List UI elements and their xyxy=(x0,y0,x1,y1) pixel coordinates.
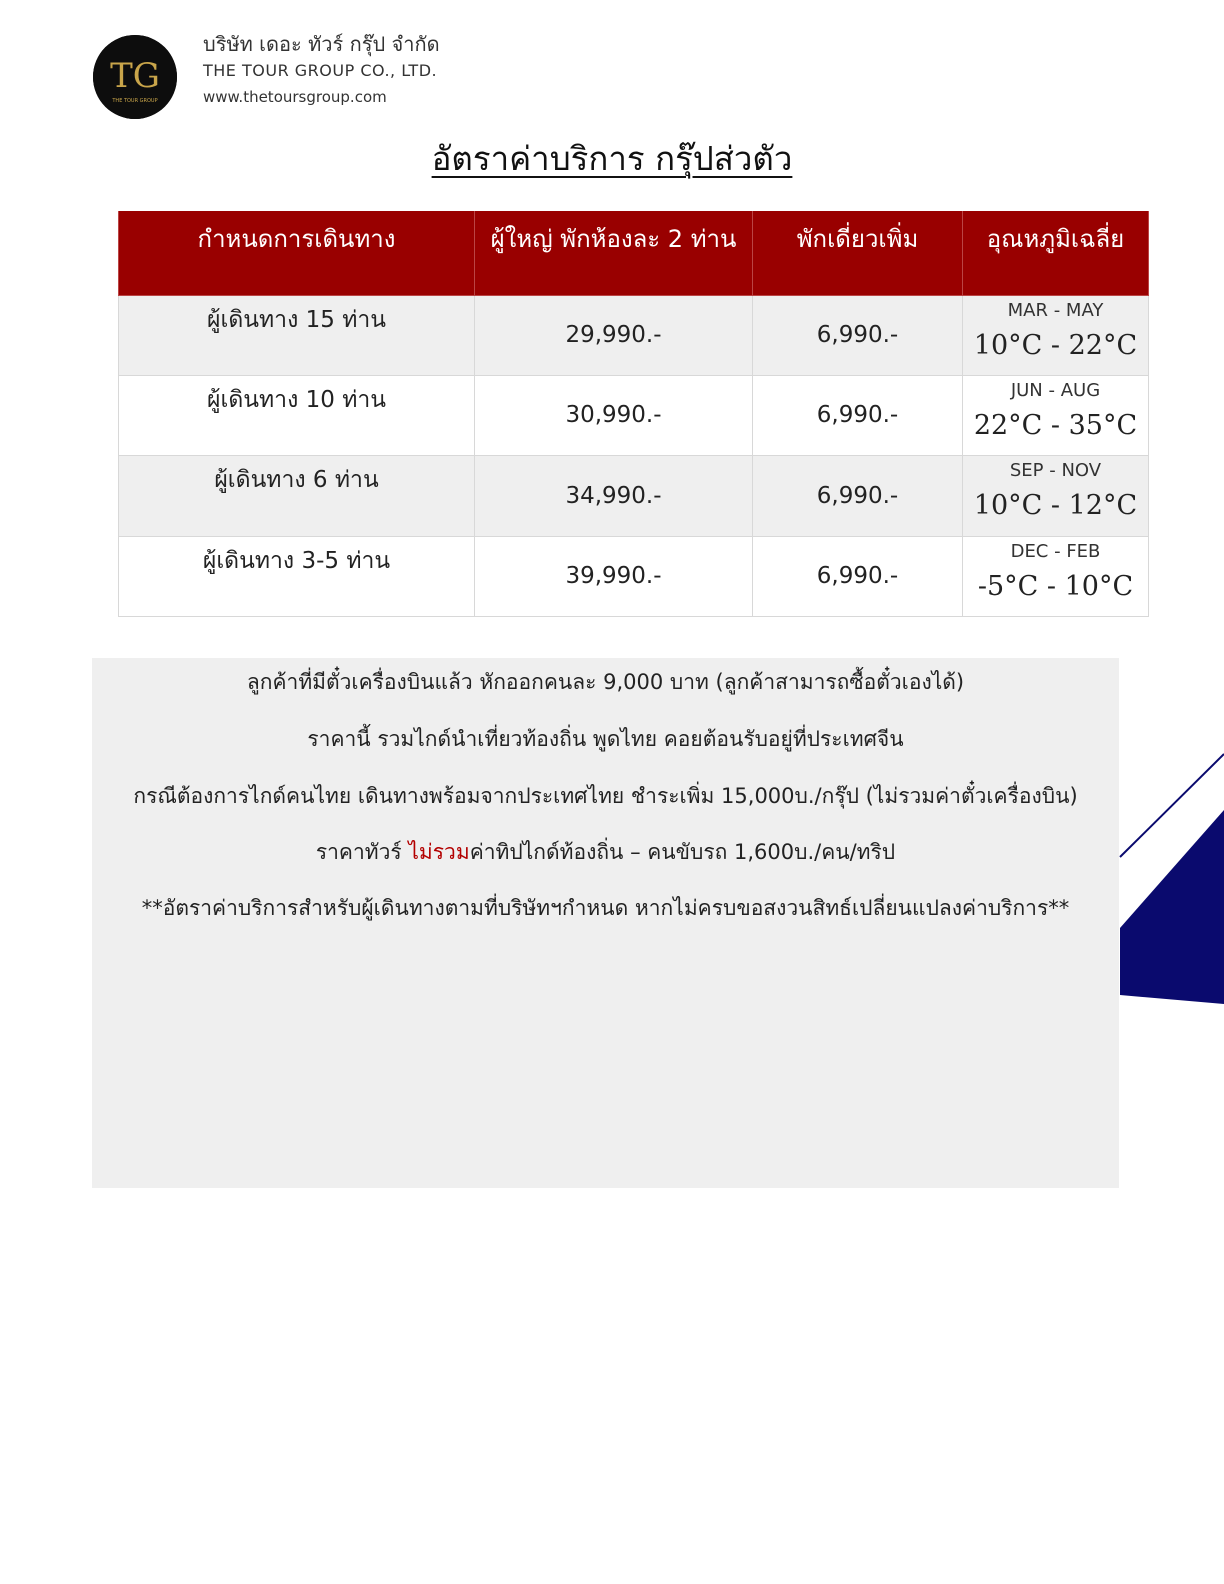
table-row xyxy=(119,375,1149,455)
table-row xyxy=(119,536,1149,616)
header-single-supplement: พักเดี่ยวเพิ่ม xyxy=(753,211,963,295)
header-travel-date: กำหนดการเดินทาง xyxy=(119,211,475,295)
rate-table xyxy=(118,211,1149,617)
temperature-range: 22°C - 35°C xyxy=(973,409,1138,441)
single-supplement: 6,990.- xyxy=(753,295,963,375)
notes-box xyxy=(92,658,1119,1188)
trip-size: ผู้เดินทาง 10 ท่าน xyxy=(119,375,475,455)
note-thai-guide: กรณีต้องการไกด์คนไทย เดินทางพร้อมจากประเทศไทย ชำระเพิ่ม 15,000บ./กรุ๊ป (ไม่รวมค่าตั๋วเครื่องบิน) xyxy=(133,784,1078,808)
decorative-navy-shape xyxy=(1110,740,1224,1010)
company-website: www.thetoursgroup.com xyxy=(203,88,387,106)
note-disclaimer: **อัตราค่าบริการสำหรับผู้เดินทางตามที่บริษัทฯกำหนด หากไม่ครบขอสงวนสิทธ์เปลี่ยนแปลงค่าบริการ** xyxy=(141,896,1070,920)
trip-size: ผู้เดินทาง 15 ท่าน xyxy=(119,295,475,375)
single-supplement: 6,990.- xyxy=(753,536,963,616)
single-supplement: 6,990.- xyxy=(753,375,963,455)
temperature-range: 10°C - 12°C xyxy=(973,489,1138,521)
adult-price: 29,990.- xyxy=(475,295,753,375)
company-info xyxy=(203,30,440,110)
tg-logo-icon xyxy=(93,35,177,119)
season: DEC - FEB xyxy=(1010,540,1101,562)
temperature-cell xyxy=(963,536,1149,616)
logo-caption: THE TOUR GROUP xyxy=(112,98,158,104)
adult-price: 39,990.- xyxy=(475,536,753,616)
temperature-range: 10°C - 22°C xyxy=(973,329,1138,361)
note-local-guide: ราคานี้ รวมไกด์นำเที่ยวท้องถิ่น พูดไทย คอยต้อนรับอยู่ที่ประเทศจีน xyxy=(307,727,904,751)
season: MAR - MAY xyxy=(1007,299,1104,321)
logo-letters: TG xyxy=(110,56,160,96)
single-supplement: 6,990.- xyxy=(753,455,963,536)
temperature-cell xyxy=(963,375,1149,455)
page-title-text: อัตราค่าบริการ กรุ๊ปส่วตัว xyxy=(431,139,793,178)
note-not-included: ไม่รวม xyxy=(408,840,470,864)
trip-size: ผู้เดินทาง 6 ท่าน xyxy=(119,455,475,536)
company-name-th: บริษัท เดอะ ทัวร์ กรุ๊ป จำกัด xyxy=(203,32,440,56)
adult-price: 34,990.- xyxy=(475,455,753,536)
temperature-cell xyxy=(963,455,1149,536)
season: JUN - AUG xyxy=(1010,379,1101,401)
note-own-ticket: ลูกค้าที่มีตั๋วเครื่องบินแล้ว หักออกคนละ 9,000 บาท (ลูกค้าสามารถซื้อตั๋วเองได้) xyxy=(246,670,965,694)
adult-price: 30,990.- xyxy=(475,375,753,455)
table-row xyxy=(119,455,1149,536)
temperature-cell xyxy=(963,295,1149,375)
company-name-en: THE TOUR GROUP CO., LTD. xyxy=(203,61,438,80)
company-logo xyxy=(93,35,177,119)
temperature-range: -5°C - 10°C xyxy=(977,570,1134,602)
note-tips-suffix: ค่าทิปไกด์ท้องถิ่น – คนขับรถ 1,600บ./คน/ทริป xyxy=(469,840,896,864)
trip-size: ผู้เดินทาง 3-5 ท่าน xyxy=(119,536,475,616)
note-tips xyxy=(92,836,1119,868)
note-tips-prefix: ราคาทัวร์ xyxy=(315,840,409,864)
table-row xyxy=(119,295,1149,375)
table-header-row xyxy=(119,211,1149,295)
header-avg-temperature: อุณหภูมิเฉลี่ย xyxy=(963,211,1149,295)
page-title xyxy=(0,136,1224,182)
season: SEP - NOV xyxy=(1009,459,1102,481)
header-adult-price: ผู้ใหญ่ พักห้องละ 2 ท่าน xyxy=(475,211,753,295)
